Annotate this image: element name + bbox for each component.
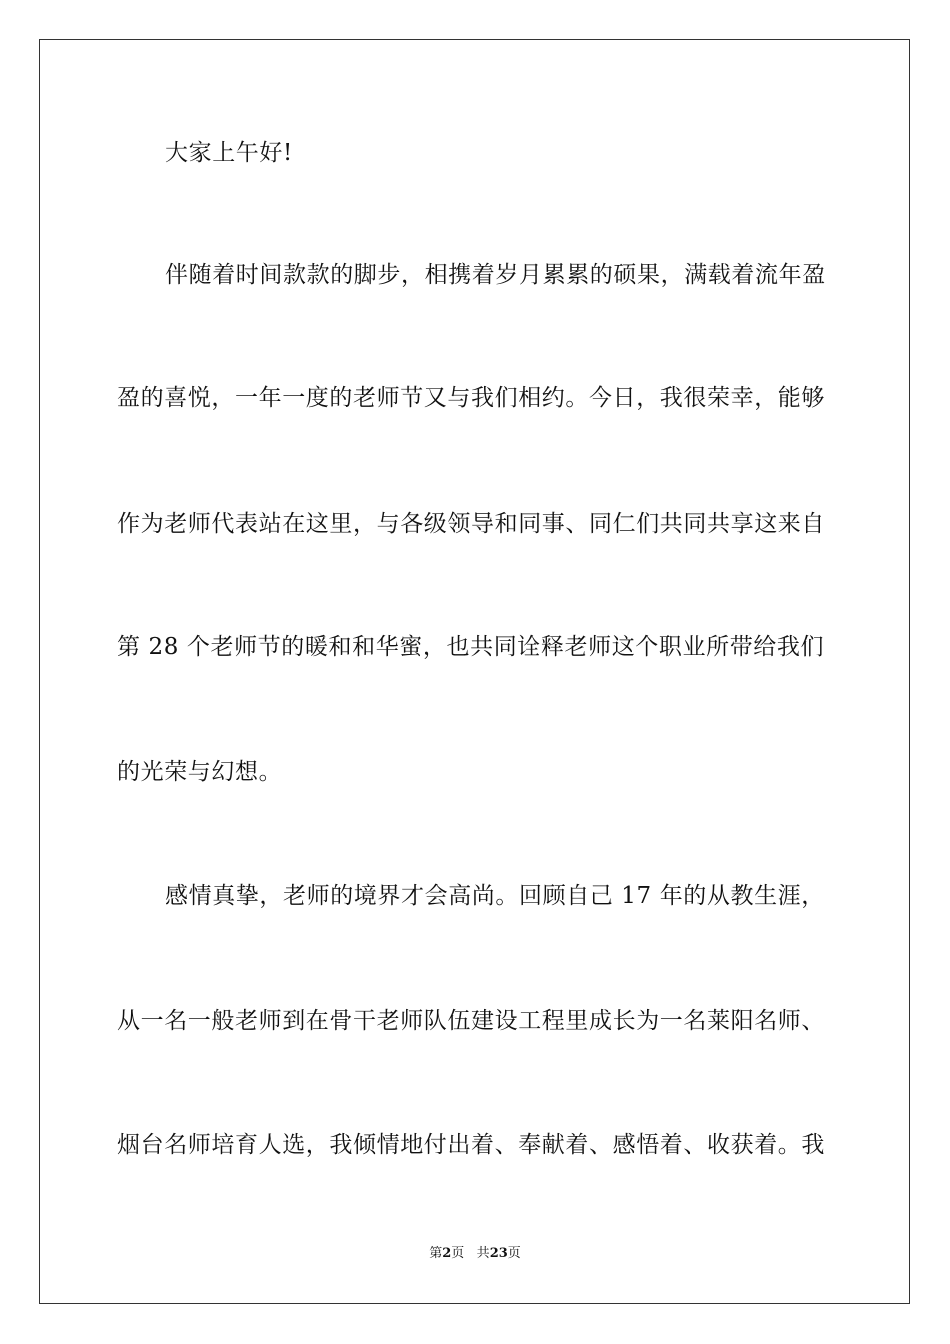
greeting-line: 大家上午好! xyxy=(165,140,293,166)
total-page-count: 23 xyxy=(489,1246,508,1261)
paragraph-line: 作为老师代表站在这里，与各级领导和同事、同仁们共同共享这来自 xyxy=(117,511,825,537)
total-label-prefix: 共 xyxy=(476,1246,490,1261)
paragraph-line: 烟台名师培育人选，我倾情地付出着、奉献着、感悟着、收获着。我 xyxy=(117,1132,825,1158)
page-label-prefix: 第 xyxy=(429,1246,443,1261)
page-label-suffix: 页 xyxy=(451,1246,465,1261)
paragraph-line: 感情真挚，老师的境界才会高尚。回顾自己 17 年的从教生涯， xyxy=(165,883,825,909)
page-border xyxy=(39,39,910,1304)
total-label-suffix: 页 xyxy=(507,1246,521,1261)
paragraph-line: 第 28 个老师节的暖和和华蜜，也共同诠释老师这个职业所带给我们 xyxy=(117,634,825,660)
page-footer xyxy=(0,1245,950,1263)
paragraph-line: 从一名一般老师到在骨干老师队伍建设工程里成长为一名莱阳名师、 xyxy=(117,1008,825,1034)
paragraph-line: 盈的喜悦，一年一度的老师节又与我们相约。今日，我很荣幸，能够 xyxy=(117,385,825,411)
paragraph-line: 伴随着时间款款的脚步，相携着岁月累累的硕果，满载着流年盈 xyxy=(165,262,826,288)
paragraph-line: 的光荣与幻想。 xyxy=(117,759,283,785)
current-page-number: 2 xyxy=(442,1246,452,1261)
